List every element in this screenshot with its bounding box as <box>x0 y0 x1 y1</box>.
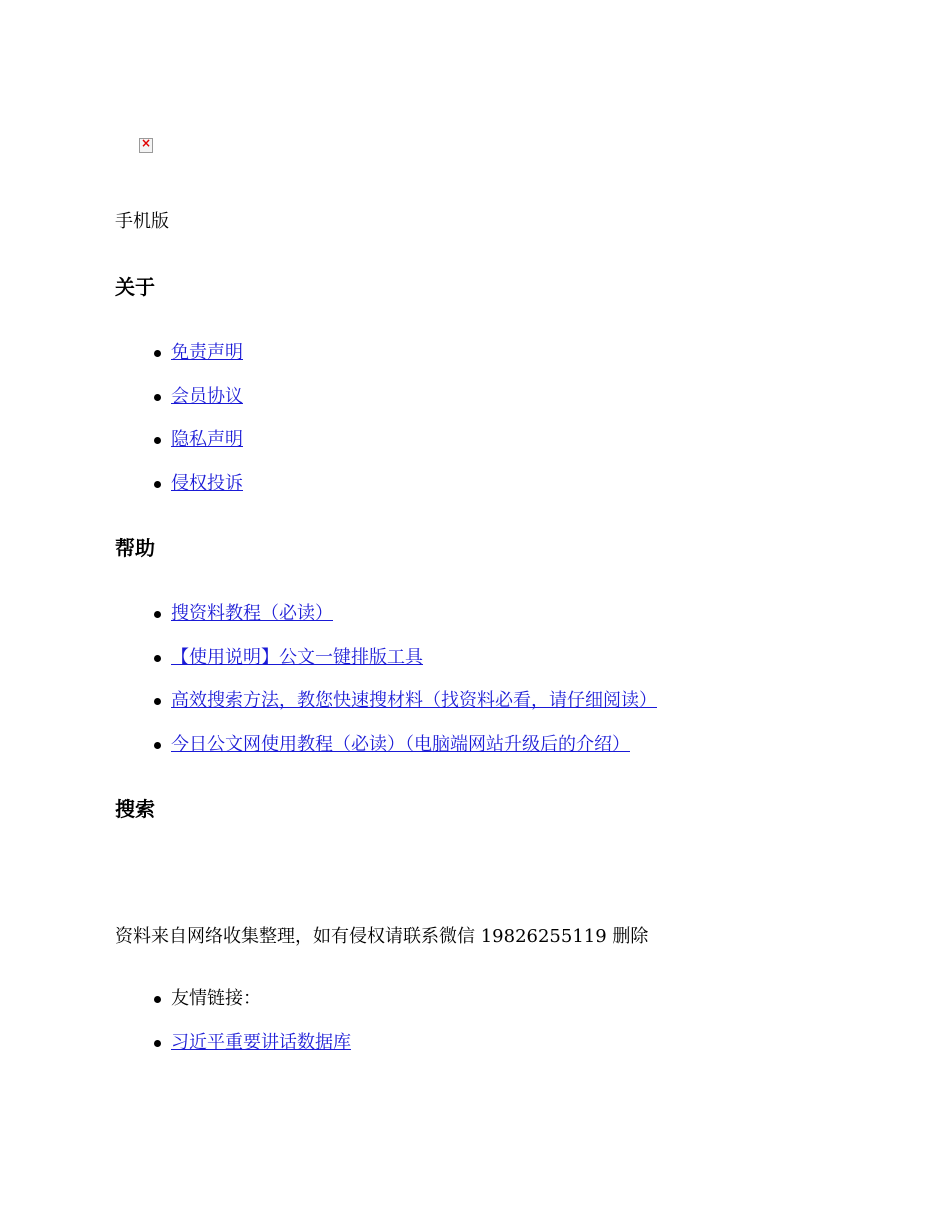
about-heading: 关于 <box>115 275 155 299</box>
friend-links-label: 友情链接： <box>171 988 261 1009</box>
disclaimer-link[interactable]: 免责声明 <box>171 342 243 363</box>
list-item <box>115 602 657 646</box>
speech-database-link[interactable]: 习近平重要讲话数据库 <box>171 1031 351 1053</box>
friend-links <box>115 987 351 1074</box>
list-item <box>115 733 657 777</box>
search-tutorial-link[interactable]: 搜资料教程（必读） <box>171 603 333 624</box>
list-item <box>115 472 243 516</box>
list-item <box>115 1031 351 1075</box>
mobile-version-label: 手机版 <box>115 211 169 232</box>
infringement-complaint-link[interactable]: 侵权投诉 <box>171 472 243 494</box>
list-item <box>115 385 243 429</box>
list-item <box>115 689 657 733</box>
member-agreement-link[interactable]: 会员协议 <box>171 385 243 407</box>
broken-image-icon: × <box>139 138 153 153</box>
site-tutorial-link[interactable]: 今日公文网使用教程（必读）（电脑端网站升级后的介绍） <box>171 733 630 755</box>
search-methods-link[interactable]: 高效搜索方法，教您快速搜材料（找资料必看，请仔细阅读） <box>171 690 657 711</box>
list-item <box>115 987 351 1031</box>
help-links <box>115 602 657 776</box>
search-heading: 搜索 <box>115 797 155 821</box>
list-item <box>115 646 657 690</box>
about-links <box>115 341 243 515</box>
privacy-statement-link[interactable]: 隐私声明 <box>171 429 243 450</box>
list-item <box>115 428 243 472</box>
list-item <box>115 341 243 385</box>
usage-instructions-link[interactable]: 【使用说明】公文一键排版工具 <box>171 646 423 668</box>
source-note: 资料来自网络收集整理，如有侵权请联系微信 19826255119 删除 <box>115 926 649 947</box>
help-heading: 帮助 <box>115 536 155 560</box>
